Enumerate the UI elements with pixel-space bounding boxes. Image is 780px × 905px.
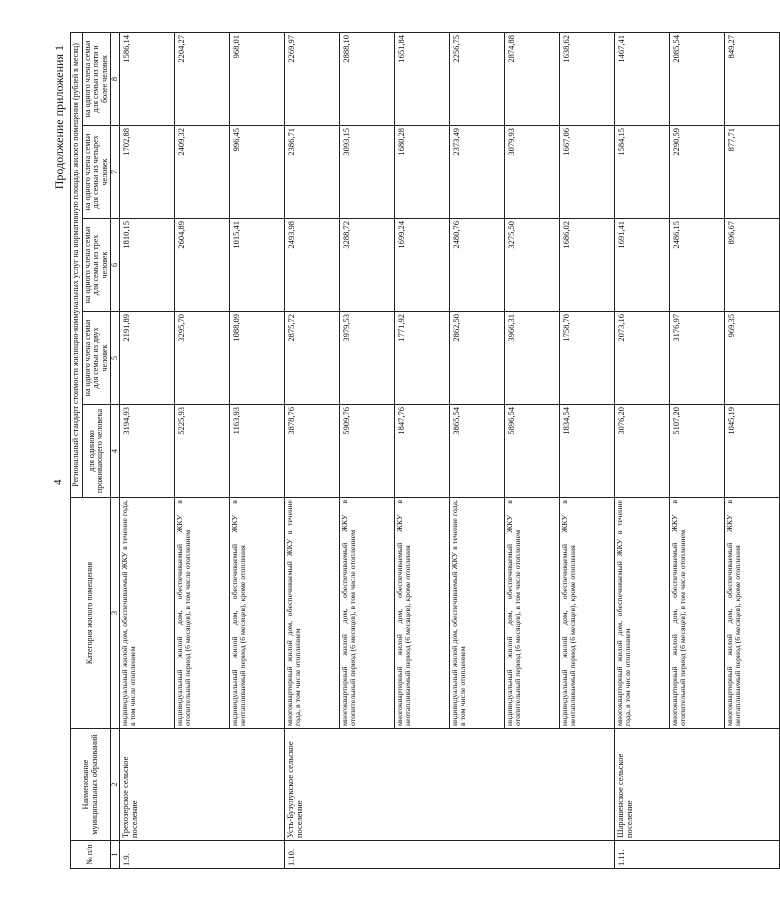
category-cell: многоквартирный жилой дом, обеспечиваемый ЖКУ в течение года, в том числе отоплением	[285, 498, 340, 729]
category-cell: индивидуальный жилой дом, обеспечиваемый ЖКУ в отопительный период (6 месяцев), в том числе отоплением	[505, 498, 560, 729]
municipality-name: Усть-Бузулукское сельское поселение	[285, 729, 615, 841]
value-cell: 2875,72	[285, 312, 340, 405]
value-cell: 2191,89	[120, 312, 175, 405]
column-number: 2	[111, 729, 120, 841]
column-number: 7	[111, 126, 120, 219]
header-row-1	[71, 32, 83, 868]
header-sub-3: на одного члена семьи для семьи из трех человек	[82, 219, 111, 312]
value-cell: 2493,98	[285, 219, 340, 312]
standards-table	[70, 32, 780, 869]
column-number: 6	[111, 219, 120, 312]
category-cell: многоквартирный жилой дом, обеспечиваемый ЖКУ в неотапливаемый период (6 месяцев), кроме отопления	[395, 498, 450, 729]
value-cell: 5909,76	[340, 405, 395, 498]
value-cell: 2409,32	[175, 126, 230, 219]
table-row	[285, 32, 340, 868]
value-cell: 5896,54	[505, 405, 560, 498]
value-cell: 2269,97	[285, 32, 340, 125]
value-cell: 1088,09	[230, 312, 285, 405]
value-cell: 3295,70	[175, 312, 230, 405]
header-sub-5: на одного члена семьи для семьи из пяти и более человек	[82, 32, 111, 125]
row-number: 1.9.	[120, 841, 285, 869]
column-number: 4	[111, 405, 120, 498]
table-row	[120, 32, 175, 868]
value-cell: 1651,84	[395, 32, 450, 125]
value-cell: 3979,53	[340, 312, 395, 405]
column-number: 8	[111, 32, 120, 125]
header-num: № п/п	[71, 841, 111, 869]
value-cell: 2604,89	[175, 219, 230, 312]
value-cell: 1584,15	[615, 126, 670, 219]
value-cell: 2874,88	[505, 32, 560, 125]
value-cell: 2480,76	[450, 219, 505, 312]
header-sub-4: на одного члена семьи для семьи из четырех человек	[82, 126, 111, 219]
value-cell: 969,35	[725, 312, 780, 405]
value-cell: 3865,54	[450, 405, 505, 498]
value-cell: 3076,20	[615, 405, 670, 498]
row-number: 1.10.	[285, 841, 615, 869]
value-cell: 1586,14	[120, 32, 175, 125]
value-cell: 2373,49	[450, 126, 505, 219]
category-cell: индивидуальный жилой дом, обеспечиваемый ЖКУ в течение года, в том числе отоплением	[120, 498, 175, 729]
category-cell: многоквартирный жилой дом, обеспечиваемый ЖКУ в отопительный период (6 месяцев), в том числе отоплением	[340, 498, 395, 729]
municipality-name: Трехозерское сельское поселение	[120, 729, 285, 841]
value-cell: 1847,76	[395, 405, 450, 498]
value-cell: 2486,15	[670, 219, 725, 312]
value-cell: 1638,62	[560, 32, 615, 125]
header-sub-1: для одиноко проживающего человека	[82, 405, 111, 498]
column-number: 5	[111, 312, 120, 405]
column-number-row	[111, 32, 120, 868]
value-cell: 1758,70	[560, 312, 615, 405]
value-cell: 2862,50	[450, 312, 505, 405]
header-category: Категория жилого помещения	[71, 498, 111, 729]
value-cell: 896,67	[725, 219, 780, 312]
value-cell: 2290,59	[670, 126, 725, 219]
value-cell: 2386,71	[285, 126, 340, 219]
value-cell: 1163,93	[230, 405, 285, 498]
category-cell: многоквартирный жилой дом, обеспечиваемый ЖКУ в неотапливаемый период (6 месяцев), кроме отопления	[725, 498, 780, 729]
value-cell: 3275,50	[505, 219, 560, 312]
value-cell: 1045,19	[725, 405, 780, 498]
value-cell: 1467,41	[615, 32, 670, 125]
value-cell: 1699,24	[395, 219, 450, 312]
value-cell: 1810,15	[120, 219, 175, 312]
value-cell: 3093,15	[340, 126, 395, 219]
appendix-caption: Продолжение приложения 1	[52, 45, 66, 190]
value-cell: 1834,54	[560, 405, 615, 498]
header-group-title: Региональный стандарт стоимости жилищно-коммунальных услуг на нормативную площадь жилого помещения (рублей в месяц)	[71, 32, 83, 497]
value-cell: 849,27	[725, 32, 780, 125]
category-cell: индивидуальный жилой дом, обеспечиваемый ЖКУ в неотапливаемый период (6 месяцев), кроме отопления	[560, 498, 615, 729]
value-cell: 1667,06	[560, 126, 615, 219]
value-cell: 968,01	[230, 32, 285, 125]
page-number: 4	[52, 479, 64, 485]
row-number: 1.11.	[615, 841, 780, 869]
category-cell: индивидуальный жилой дом, обеспечиваемый ЖКУ в течение года, в том числе отоплением	[450, 498, 505, 729]
value-cell: 3878,76	[285, 405, 340, 498]
municipality-name: Шарашенское сельское поселение	[615, 729, 780, 841]
value-cell: 5107,20	[670, 405, 725, 498]
value-cell: 2256,75	[450, 32, 505, 125]
value-cell: 877,71	[725, 126, 780, 219]
value-cell: 1702,88	[120, 126, 175, 219]
table-row	[615, 32, 670, 868]
value-cell: 3966,31	[505, 312, 560, 405]
value-cell: 2073,16	[615, 312, 670, 405]
value-cell: 2085,54	[670, 32, 725, 125]
value-cell: 5225,93	[175, 405, 230, 498]
value-cell: 2204,27	[175, 32, 230, 125]
value-cell: 1015,41	[230, 219, 285, 312]
column-number: 1	[111, 841, 120, 869]
category-cell: многоквартирный жилой дом, обеспечиваемый ЖКУ в отопительный период (6 месяцев), в том числе отоплением	[670, 498, 725, 729]
value-cell: 1691,41	[615, 219, 670, 312]
value-cell: 3194,93	[120, 405, 175, 498]
value-cell: 1686,02	[560, 219, 615, 312]
column-number: 3	[111, 498, 120, 729]
value-cell: 2888,10	[340, 32, 395, 125]
category-cell: индивидуальный жилой дом, обеспечиваемый ЖКУ в отопительный период (6 месяцев), в том числе отоплением	[175, 498, 230, 729]
value-cell: 3176,97	[670, 312, 725, 405]
header-municipality: Наименование муниципальных образований	[71, 729, 111, 841]
value-cell: 996,45	[230, 126, 285, 219]
value-cell: 3079,93	[505, 126, 560, 219]
category-cell: индивидуальный жилой дом, обеспечиваемый ЖКУ в неотапливаемый период (6 месяцев), кроме отопления	[230, 498, 285, 729]
header-sub-2: на одного члена семьи для семьи из двух человек	[82, 312, 111, 405]
value-cell: 1771,92	[395, 312, 450, 405]
category-cell: многоквартирный жилой дом, обеспечиваемый ЖКУ в течение года, в том числе отоплением	[615, 498, 670, 729]
value-cell: 3288,72	[340, 219, 395, 312]
value-cell: 1680,28	[395, 126, 450, 219]
